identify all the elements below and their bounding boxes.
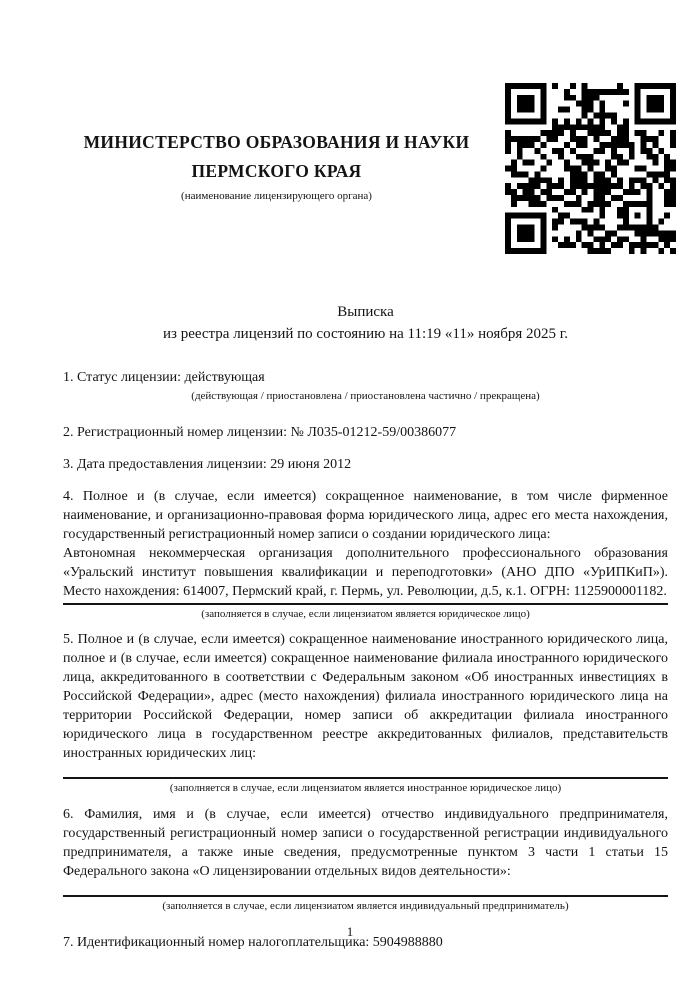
item-individual-entrepreneur-text: 6. Фамилия, имя и (в случае, если имеется) отчество индивидуального предпринимателя, государственный регистрационный номер записи о государственной регистрации индивидуального предпринимателя, а также иные сведения, предусмотренные пунктом 3 части 1 статьи 15 Федерального закона «О лицензировании отдельных видов деятельности»: bbox=[63, 807, 668, 879]
item-grant-date bbox=[63, 455, 668, 474]
item-foreign-entity-text: 5. Полное и (в случае, если имеется) сокращенное наименование иностранного юридического лица, полное и (в случае, если имеется) сокращенное наименование филиала иностранного юридического лица, аккредитованного в соответствии с Федеральным законом «Об иностранных инвестициях в Российской Федерации», адрес (место нахождения) филиала иностранного юридического лица на территории Российской Федерации, номер записи об аккредитации филиала иностранного юридического лица в государственном реестре аккредитованных филиалов, представительств иностранных юридических лиц: bbox=[63, 632, 668, 761]
item-license-status bbox=[63, 368, 668, 403]
letterhead bbox=[63, 128, 490, 203]
title-line1: Выписка bbox=[337, 304, 394, 320]
item-individual-entrepreneur-note: (заполняется в случае, если лицензиатом является индивидуальный предприниматель) bbox=[162, 900, 569, 912]
item-individual-entrepreneur bbox=[63, 805, 668, 913]
item-registration-number bbox=[63, 423, 668, 442]
item-foreign-entity-note: (заполняется в случае, если лицензиатом является иностранное юридическое лицо) bbox=[169, 782, 562, 794]
item-license-status-text: 1. Статус лицензии: действующая bbox=[63, 370, 265, 385]
qr-code-icon bbox=[505, 83, 676, 254]
fill-line bbox=[63, 895, 668, 897]
authority-name-line2: ПЕРМСКОГО КРАЯ bbox=[191, 161, 362, 181]
fill-line bbox=[63, 603, 668, 605]
item-legal-entity-note: (заполняется в случае, если лицензиатом является юридическое лицо) bbox=[201, 608, 530, 620]
item-registration-number-text: 2. Регистрационный номер лицензии: № Л035-01212-59/00386077 bbox=[63, 425, 457, 440]
answer-blank bbox=[63, 881, 668, 893]
authority-note: (наименование лицензирующего органа) bbox=[181, 190, 372, 202]
title-line2: из реестра лицензий по состоянию на 11:19 «11» ноября 2025 г. bbox=[163, 326, 568, 342]
item-legal-entity-value: Автономная некоммерческая организация дополнительного профессионального образования «Уральский институт повышения квалификации и переподготовки» (АНО ДПО «УрИПКиП»). Место нахождения: 614007, Пермский край, г. Пермь, ул. Революции, д.5, к.1. ОГРН: 1125900001182. bbox=[63, 546, 668, 599]
answer-blank bbox=[63, 763, 668, 775]
authority-name-line1: МИНИСТЕРСТВО ОБРАЗОВАНИЯ И НАУКИ bbox=[83, 132, 470, 152]
item-license-status-note: (действующая / приостановлена / приостановлена частично / прекращена) bbox=[191, 390, 540, 402]
fill-line bbox=[63, 777, 668, 779]
page-number: 1 bbox=[346, 924, 354, 939]
document-title bbox=[63, 301, 668, 345]
item-legal-entity-text: 4. Полное и (в случае, если имеется) сокращенное наименование, в том числе фирменное наименование, и организационно-правовая форма юридического лица, адрес его места нахождения, государственный регистрационный номер записи о создании юридического лица: bbox=[63, 489, 668, 542]
item-legal-entity bbox=[63, 487, 668, 621]
item-taxpayer-number-text: 7. Идентификационный номер налогоплательщика: 5904988880 bbox=[63, 935, 443, 950]
item-foreign-entity bbox=[63, 630, 668, 795]
items-list bbox=[63, 368, 668, 952]
item-grant-date-text: 3. Дата предоставления лицензии: 29 июня 2012 bbox=[63, 457, 352, 472]
